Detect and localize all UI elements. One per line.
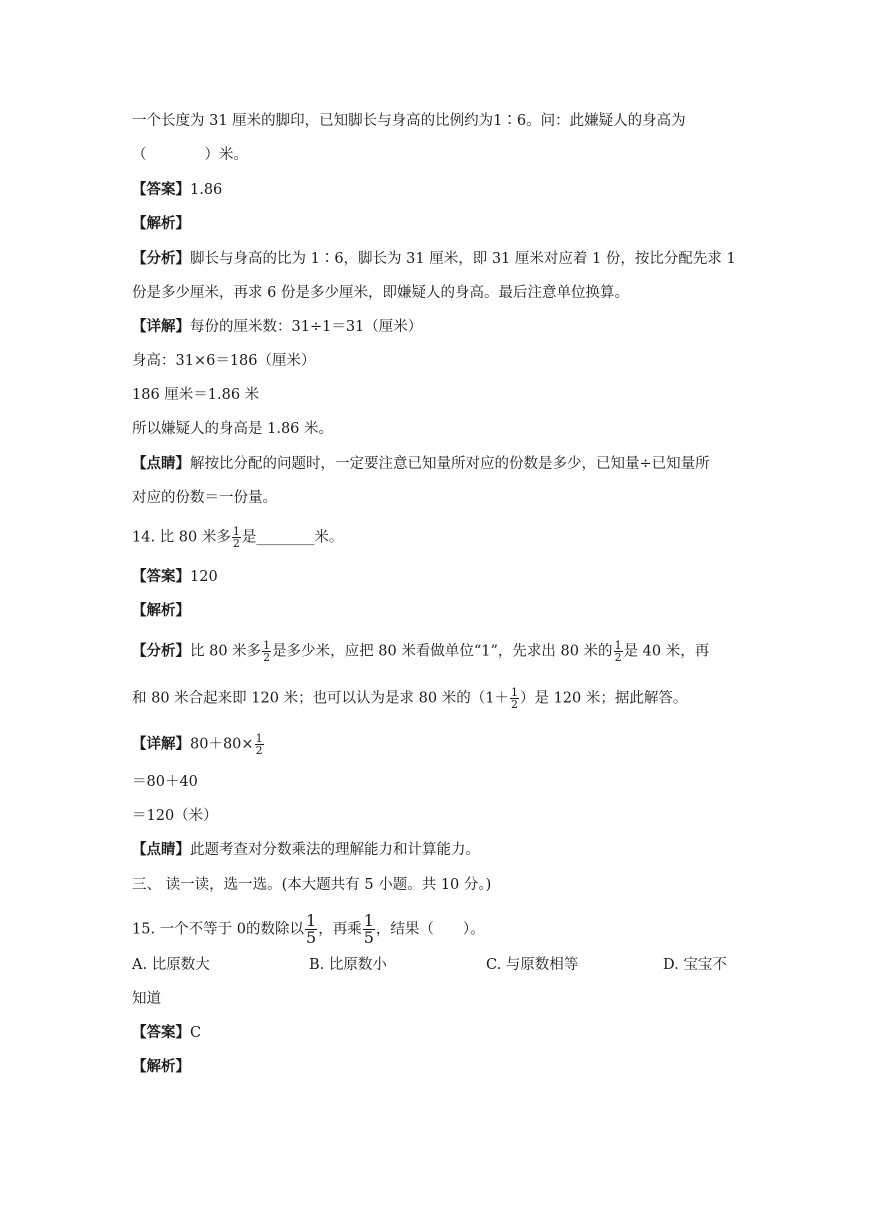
dianjing-tag: 【点睛】 xyxy=(132,841,190,858)
q13-step-3: 186 厘米＝1.86 米 xyxy=(132,387,260,403)
q14-step-3: ＝120（米） xyxy=(132,808,218,824)
answer-value: 1.86 xyxy=(190,182,223,198)
q13-fenxi-line-1: 【分析】脚长与身高的比为 1∶6，脚长为 31 厘米，即 31 厘米对应着 1 份，按比分配先求 1 xyxy=(132,250,736,267)
q13-dianjing-line-2: 对应的份数＝一份量。 xyxy=(132,490,277,506)
dianjing-tag: 【点睛】 xyxy=(132,455,190,472)
q13-line-2: （ ）米。 xyxy=(132,147,248,163)
q14-xiangjie: 【详解】80＋80× $\frac{1}{2}$ xyxy=(132,732,263,757)
answer-tag: 【答案】 xyxy=(132,568,190,585)
section-3-title: 三、 读一读，选一选。(本大题共有 5 小题。共 10 分。) xyxy=(132,877,492,893)
q15-stem: 15. 一个不等于 0的数除以 $\frac{1}{5}$ ，再乘 $\frac{1}{5}$ ，结果（ ）。 xyxy=(132,911,485,947)
xiangjie-tag: 【详解】 xyxy=(132,735,190,753)
q14-dianjing: 【点睛】此题考查对分数乘法的理解能力和计算能力。 xyxy=(132,841,480,858)
fraction-one-fifth: $\frac{1}{5}$ xyxy=(306,911,317,947)
q15-option-b: B. 比原数小 xyxy=(309,957,387,973)
q13-step-4: 所以嫌疑人的身高是 1.86 米。 xyxy=(132,421,334,437)
q13-xiangjie-line-1: 【详解】每份的厘米数：31÷1＝31（厘米） xyxy=(132,318,423,335)
q15-jiexi: 【解析】 xyxy=(132,1058,190,1075)
q13-line-1: 一个长度为 31 厘米的脚印，已知脚长与身高的比例约为1∶6。问：此嫌疑人的身高为 xyxy=(132,113,686,129)
answer-tag: 【答案】 xyxy=(132,1024,190,1041)
q13-answer xyxy=(132,180,222,200)
q13-dianjing-line-1: 【点睛】解按比分配的问题时，一定要注意已知量所对应的份数是多少，已知量÷已知量所 xyxy=(132,455,710,472)
answer-value: C xyxy=(190,1025,202,1041)
q14-answer xyxy=(132,567,218,587)
xiangjie-tag: 【详解】 xyxy=(132,318,190,335)
q14-stem: 14. 比 80 米多 $\frac{1}{2}$ 是________米。 xyxy=(132,525,344,550)
answer-tag: 【答案】 xyxy=(132,181,190,198)
q14-step-2: ＝80＋40 xyxy=(132,774,198,790)
q14-jiexi: 【解析】 xyxy=(132,602,190,619)
fraction-one-fifth: $\frac{1}{5}$ xyxy=(363,911,374,947)
answer-value: 120 xyxy=(190,569,218,585)
fraction-one-half: $\frac{1}{2}$ xyxy=(232,525,240,550)
q15-option-c: C. 与原数相等 xyxy=(486,957,579,973)
fraction-one-half: $\frac{1}{2}$ xyxy=(255,732,263,757)
q14-fenxi-line-2: 和 80 米合起来即 120 米；也可以认为是求 80 米的（1＋ $\frac{1}{2}$ ）是 120 米；据此解答。 xyxy=(132,686,688,711)
fraction-one-half: $\frac{1}{2}$ xyxy=(614,639,622,664)
q15-answer xyxy=(132,1023,201,1043)
fenxi-tag: 【分析】 xyxy=(132,642,190,660)
q13-step-2: 身高：31×6＝186（厘米） xyxy=(132,353,316,369)
fraction-one-half: $\frac{1}{2}$ xyxy=(263,639,271,664)
fenxi-tag: 【分析】 xyxy=(132,250,190,267)
q15-option-d-continued: 知道 xyxy=(132,991,161,1007)
q14-fenxi-line-1: 【分析】比 80 米多 $\frac{1}{2}$ 是多少米，应把 80 米看做单位“1”，先求出 80 米的 $\frac{1}{2}$ 是 40 米，再 xyxy=(132,639,710,664)
q15-option-d: D. 宝宝不 xyxy=(663,957,727,973)
q13-fenxi-line-2: 份是多少厘米，再求 6 份是多少厘米，即嫌疑人的身高。最后注意单位换算。 xyxy=(132,285,629,301)
q15-option-a: A. 比原数大 xyxy=(132,957,210,973)
q13-jiexi: 【解析】 xyxy=(132,215,190,232)
fraction-one-half: $\frac{1}{2}$ xyxy=(510,686,518,711)
